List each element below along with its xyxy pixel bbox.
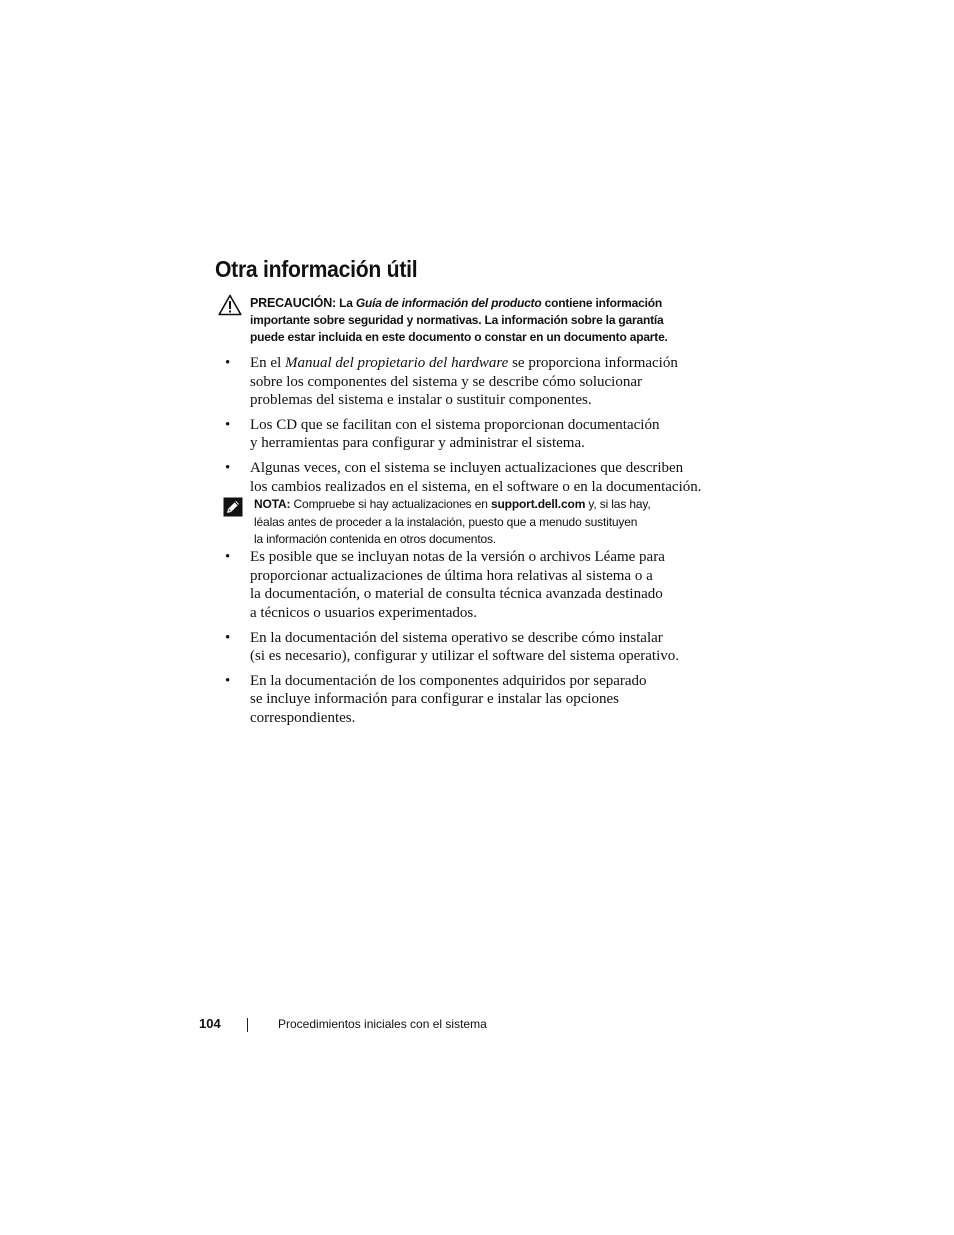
list-item [222, 629, 722, 666]
list-item [222, 354, 722, 410]
list-item-line: Es posible que se incluyan notas de la versión o archivos Léame para [250, 549, 665, 566]
footer-divider [247, 1018, 248, 1032]
bullet-marker: • [225, 416, 231, 433]
list-item-line: sobre los componentes del sistema y se describe cómo solucionar [250, 373, 642, 390]
list-item-line [250, 354, 722, 373]
bullet-marker: • [225, 459, 231, 476]
note-notice [222, 496, 722, 548]
list-item-line: a técnicos o usuarios experimentados. [250, 604, 478, 621]
page-heading: Otra información útil [215, 256, 418, 282]
caution-line3: puede estar incluida en este documento o constar en un documento aparte. [250, 330, 668, 344]
list-item [222, 459, 722, 496]
caution-line2: importante sobre seguridad y normativas. La información sobre la garantía [250, 313, 664, 327]
list-item-text: se proporciona información [508, 355, 678, 371]
list-item-line: Algunas veces, con el sistema se incluyen actualizaciones que describen [250, 459, 684, 476]
list-item-text: En el [250, 355, 285, 371]
warning-triangle-icon [218, 294, 242, 316]
note-line3: la información contenida en otros documentos. [254, 532, 497, 547]
list-item-line: proporcionar actualizaciones de última hora relativas al sistema o a [250, 567, 653, 584]
list-item [222, 548, 722, 622]
page-number: 104 [199, 1016, 221, 1031]
list-item [222, 672, 722, 728]
bullet-marker: • [225, 629, 231, 646]
list-item-line: problemas del sistema e instalar o sustituir componentes. [250, 392, 592, 409]
list-item-line: En la documentación del sistema operativo se describe cómo instalar [250, 629, 663, 646]
info-bullet-list [222, 354, 722, 728]
note-pencil-icon [223, 497, 243, 517]
bullet-marker: • [225, 672, 231, 689]
list-item-line: En la documentación de los componentes adquiridos por separado [250, 672, 647, 689]
list-item-line: Los CD que se facilitan con el sistema proporcionan documentación [250, 416, 660, 433]
caution-label: PRECAUCIÓN: [250, 296, 336, 310]
list-item [222, 416, 722, 453]
list-item-line: la documentación, o material de consulta técnica avanzada destinado [250, 586, 663, 603]
caution-line1-rest: contiene información [541, 296, 662, 310]
page-footer [199, 1014, 599, 1034]
note-text [254, 496, 694, 549]
list-item-line: y herramientas para configurar y administrar el sistema. [250, 435, 585, 452]
note-label: NOTA: [254, 497, 291, 512]
caution-pre: La [336, 296, 356, 310]
list-item-line: los cambios realizados en el sistema, en el software o en la documentación. [250, 478, 702, 495]
manual-title: Manual del propietario del hardware [285, 355, 509, 371]
support-site-link[interactable]: support.dell.com [490, 497, 586, 512]
list-item-line: (si es necesario), configurar y utilizar el software del sistema operativo. [250, 648, 680, 665]
caution-text [250, 295, 720, 346]
note-line2: léalas antes de proceder a la instalación, puesto que a menudo sustituyen [254, 514, 638, 529]
bullet-marker: • [225, 355, 231, 371]
caution-guide-title: Guía de información del producto [355, 296, 542, 310]
note-line1-post: y, si las hay, [585, 497, 651, 512]
list-item-line: se incluye información para configurar e instalar las opciones [250, 691, 620, 708]
bullet-marker: • [225, 549, 231, 566]
list-item-line: correspondientes. [250, 709, 356, 726]
note-line1-pre: Compruebe si hay actualizaciones en [290, 497, 491, 512]
footer-title: Procedimientos iniciales con el sistema [278, 1017, 487, 1031]
